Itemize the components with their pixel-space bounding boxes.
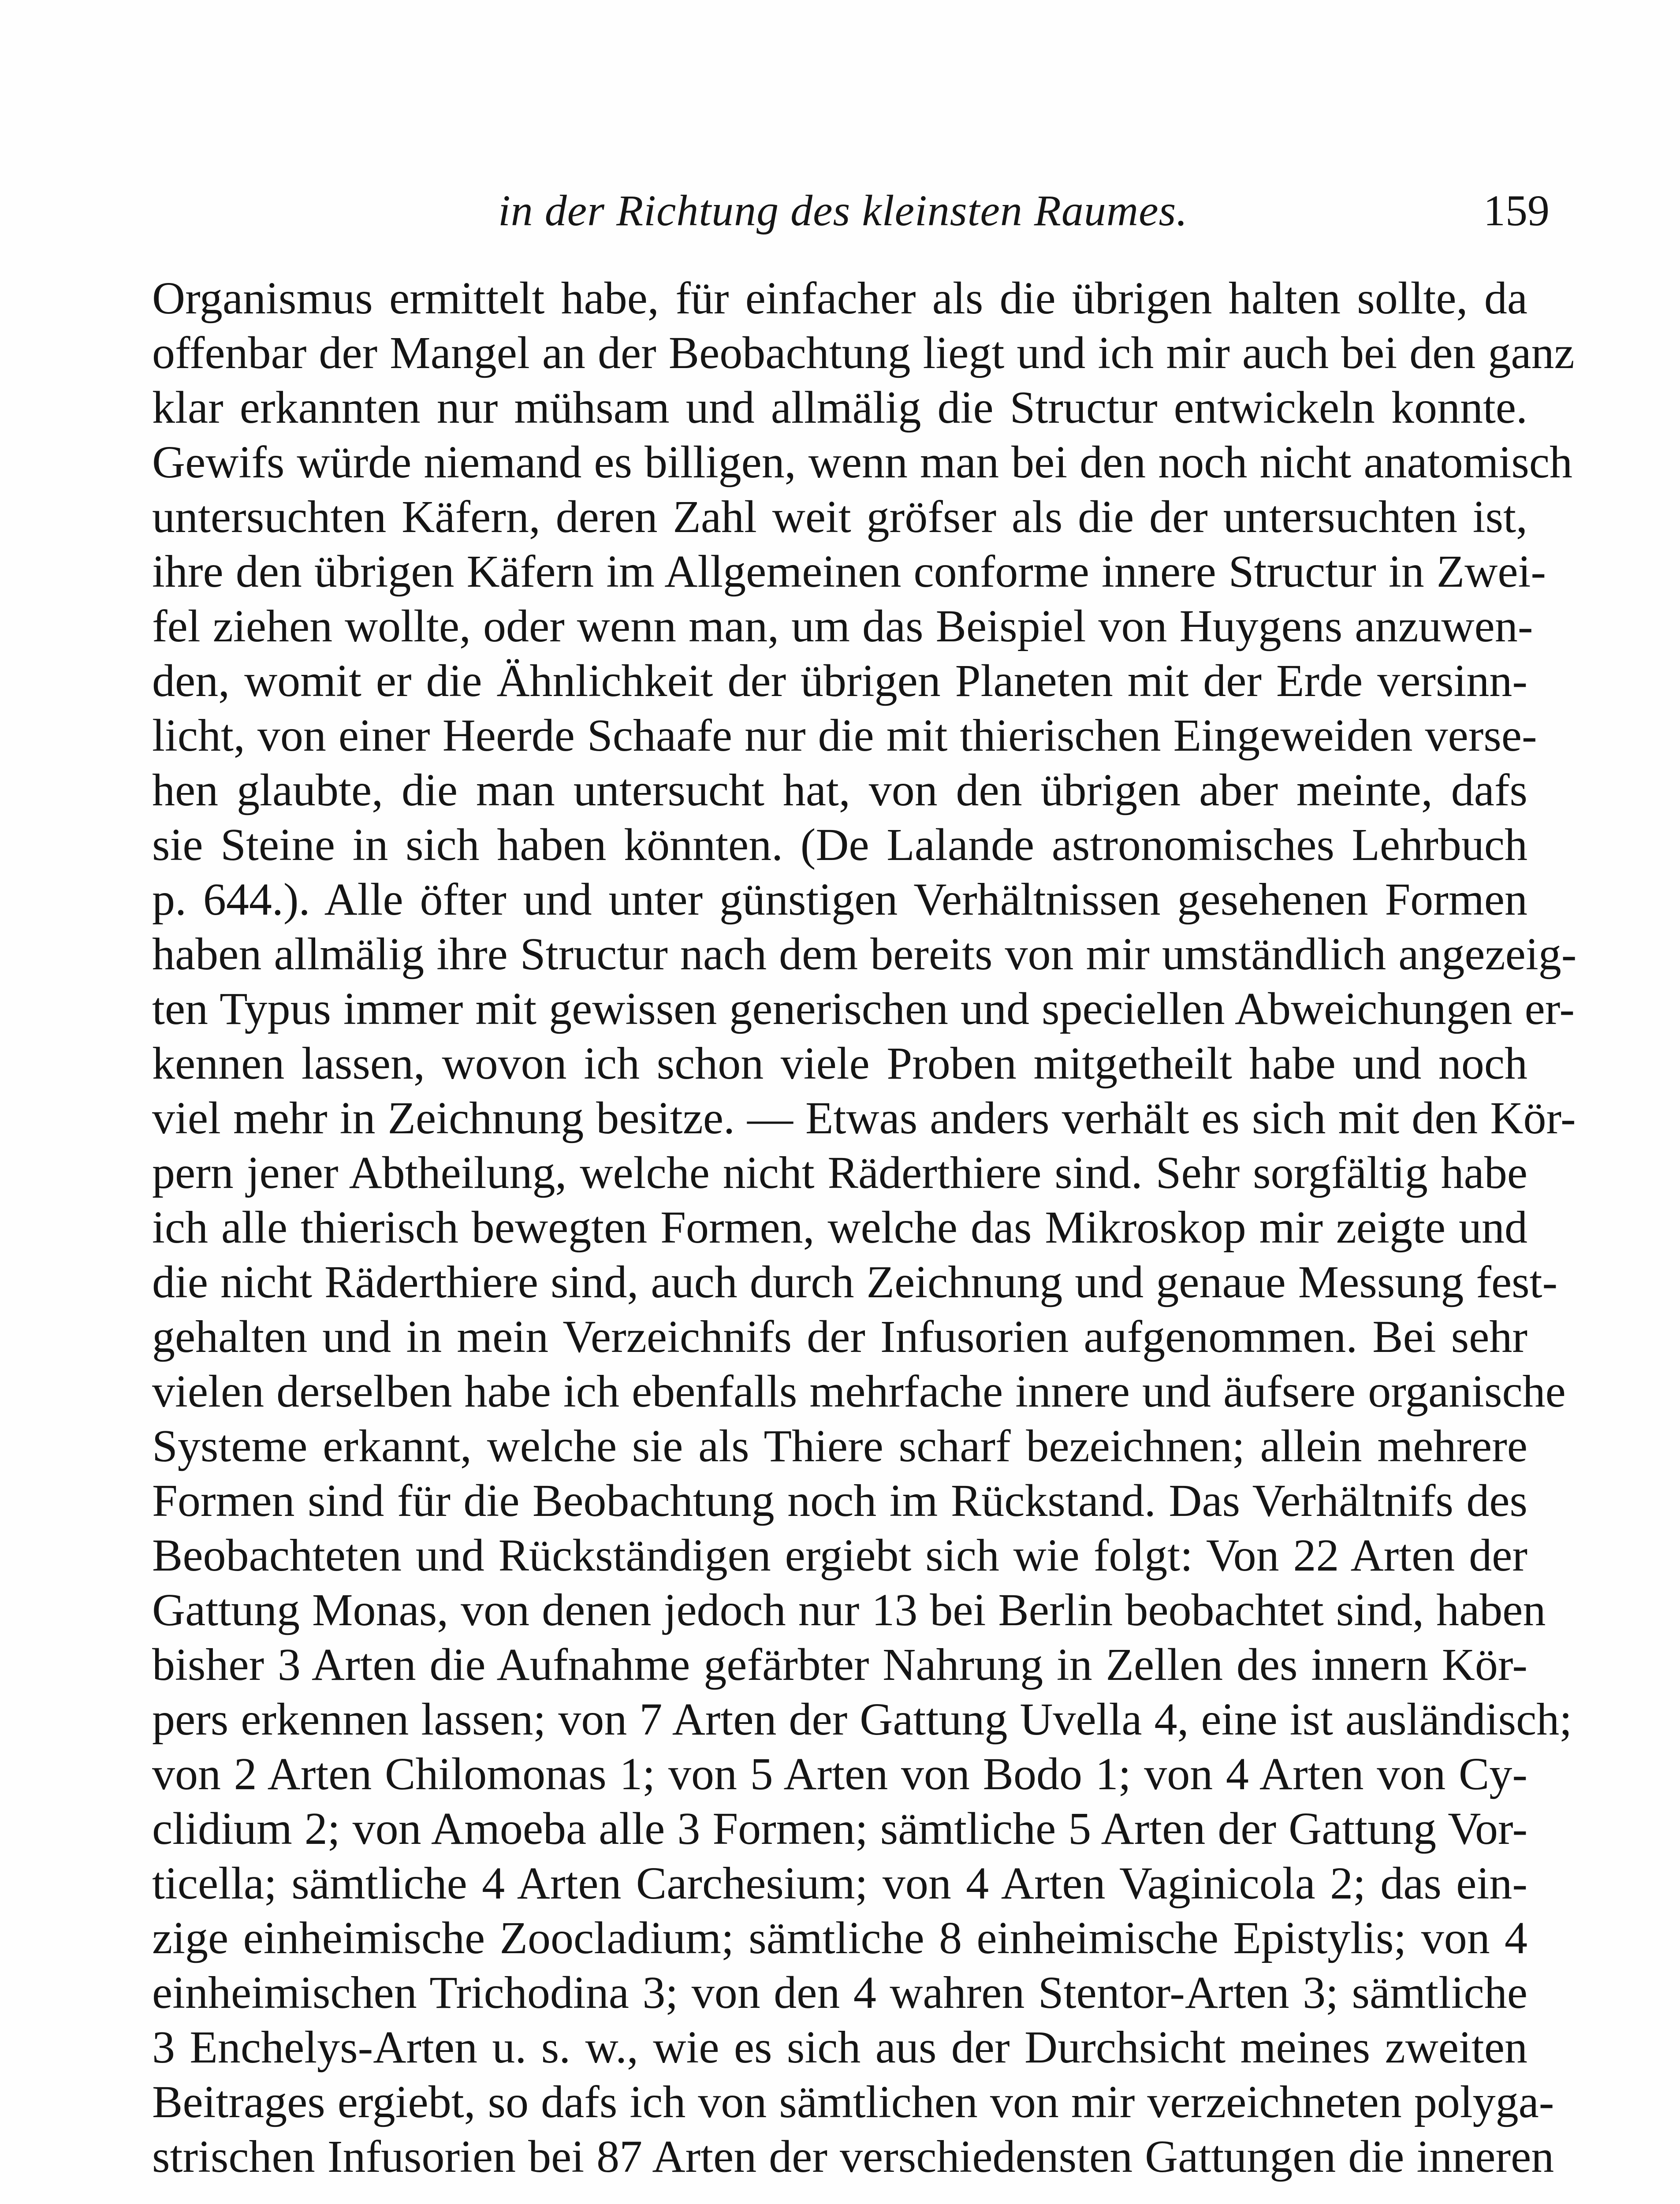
- text-line: p. 644.). Alle öfter und unter günstigen Verhältnissen gesehenen Formen: [152, 874, 1527, 925]
- page-number: 159: [1483, 186, 1550, 235]
- text-line: clidium 2; von Amoeba alle 3 Formen; sämtliche 5 Arten der Gattung Vor-: [152, 1803, 1528, 1854]
- text-line: Gattung Monas, von denen jedoch nur 13 bei Berlin beobachtet sind, haben: [152, 1585, 1546, 1635]
- text-line: gehalten und in mein Verzeichnifs der Infusorien aufgenommen. Bei sehr: [152, 1311, 1527, 1362]
- text-line: haben allmälig ihre Structur nach dem bereits von mir umständlich angezeig-: [152, 929, 1577, 979]
- text-line: ihre den übrigen Käfern im Allgemeinen conforme innere Structur in Zwei-: [152, 546, 1546, 597]
- text-line: Beobachteten und Rückständigen ergiebt sich wie folgt: Von 22 Arten der: [152, 1530, 1527, 1581]
- text-line: zige einheimische Zoocladium; sämtliche 8 einheimische Epistylis; von 4: [152, 1913, 1527, 1963]
- text-line: ticella; sämtliche 4 Arten Carchesium; von 4 Arten Vaginicola 2; das ein-: [152, 1858, 1527, 1909]
- text-line: bisher 3 Arten die Aufnahme gefärbter Nahrung in Zellen des innern Kör-: [152, 1639, 1527, 1690]
- text-line: sie Steine in sich haben könnten. (De Lalande astronomisches Lehrbuch: [152, 819, 1527, 870]
- text-line: hen glaubte, die man untersucht hat, von den übrigen aber meinte, dafs: [152, 765, 1527, 815]
- text-line: Beitrages ergiebt, so dafs ich von sämtlichen von mir verzeichneten polyga-: [152, 2077, 1554, 2127]
- text-line: untersuchten Käfern, deren Zahl weit gröfser als die der untersuchten ist,: [152, 491, 1527, 542]
- text-line: Organismus ermittelt habe, für einfacher als die übrigen halten sollte, da: [152, 273, 1527, 324]
- text-line: offenbar der Mangel an der Beobachtung liegt und ich mir auch bei den ganz: [152, 328, 1575, 378]
- running-head: in der Richtung des kleinsten Raumes.: [498, 186, 1188, 235]
- text-line: viel mehr in Zeichnung besitze. — Etwas anders verhält es sich mit den Kör-: [152, 1093, 1576, 1143]
- text-line: Gewifs würde niemand es billigen, wenn man bei den noch nicht anatomisch: [152, 437, 1573, 488]
- text-line: einheimischen Trichodina 3; von den 4 wahren Stentor-Arten 3; sämtliche: [152, 1967, 1527, 2018]
- text-line: ich alle thierisch bewegten Formen, welche das Mikroskop mir zeigte und: [152, 1202, 1527, 1253]
- text-line: strischen Infusorien bei 87 Arten der verschiedensten Gattungen die inneren: [152, 2131, 1554, 2182]
- text-line: vielen derselben habe ich ebenfalls mehrfache innere und äufsere organische: [152, 1366, 1566, 1417]
- text-line: von 2 Arten Chilomonas 1; von 5 Arten von Bodo 1; von 4 Arten von Cy-: [152, 1749, 1527, 1799]
- body-text: [152, 271, 1577, 2184]
- text-line: klar erkannten nur mühsam und allmälig die Structur entwickeln konnte.: [152, 382, 1527, 433]
- text-line: 3 Enchelys-Arten u. s. w., wie es sich aus der Durchsicht meines zweiten: [152, 2022, 1527, 2073]
- text-line: den, womit er die Ähnlichkeit der übrigen Planeten mit der Erde versinn-: [152, 655, 1527, 706]
- text-line: fel ziehen wollte, oder wenn man, um das Beispiel von Huygens anzuwen-: [152, 601, 1533, 652]
- text-line: pers erkennen lassen; von 7 Arten der Gattung Uvella 4, eine ist ausländisch;: [152, 1694, 1572, 1745]
- text-line: licht, von einer Heerde Schaafe nur die mit thierischen Eingeweiden verse-: [152, 710, 1537, 761]
- text-line: pern jener Abtheilung, welche nicht Räderthiere sind. Sehr sorgfältig habe: [152, 1147, 1527, 1198]
- text-line: Formen sind für die Beobachtung noch im Rückstand. Das Verhältnifs des: [152, 1475, 1527, 1526]
- text-line: Systeme erkannt, welche sie als Thiere scharf bezeichnen; allein mehrere: [152, 1421, 1527, 1471]
- text-line: kennen lassen, wovon ich schon viele Proben mitgetheilt habe und noch: [152, 1038, 1527, 1089]
- text-line: ten Typus immer mit gewissen generischen und speciellen Abweichungen er-: [152, 983, 1575, 1034]
- text-line: die nicht Räderthiere sind, auch durch Zeichnung und genaue Messung fest-: [152, 1257, 1558, 1307]
